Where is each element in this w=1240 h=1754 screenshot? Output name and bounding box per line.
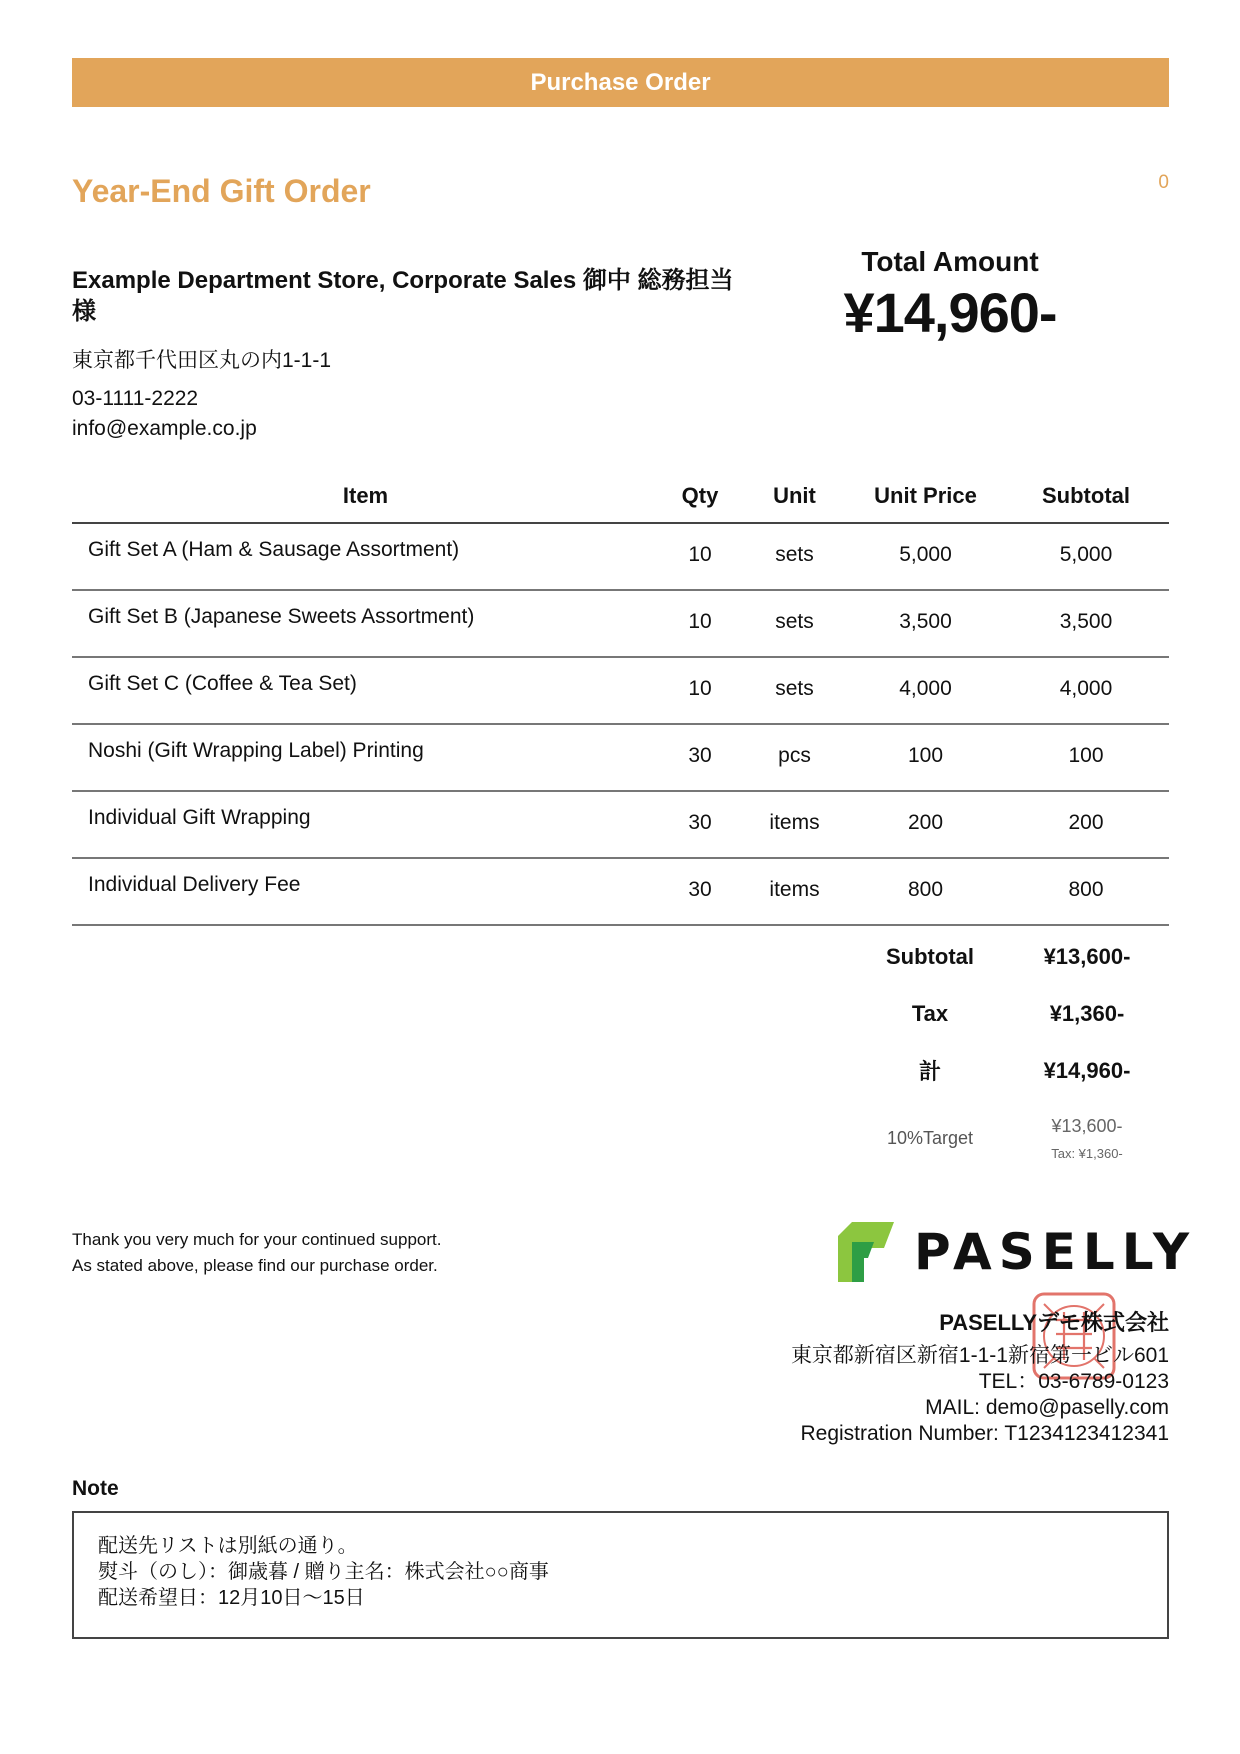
- total-amount-label: Total Amount: [861, 246, 1039, 277]
- item-qty: 30: [659, 858, 741, 925]
- item-qty: 10: [659, 523, 741, 590]
- summary-tax-label: Tax: [911, 1000, 949, 1026]
- item-unit: sets: [741, 590, 848, 657]
- note-label: Note: [72, 1477, 119, 1500]
- tax-target-label: 10%Target: [886, 1127, 974, 1148]
- tax-target-tax: Tax: ¥1,360-: [1051, 1145, 1123, 1161]
- recipient-address: 東京都千代田区丸の内1-1-1: [72, 349, 332, 372]
- item-name: Noshi (Gift Wrapping Label) Printing: [72, 724, 659, 791]
- paselly-logo-mark-icon: [838, 1222, 894, 1282]
- item-unit-price: 3,500: [848, 590, 1003, 657]
- item-qty: 30: [659, 791, 741, 858]
- total-amount-value: ¥14,960-: [843, 281, 1057, 344]
- item-unit: sets: [741, 523, 848, 590]
- note-line: 配送希望日：12月10日〜15日: [98, 1587, 365, 1609]
- closing-message: [72, 1227, 441, 1279]
- recipient-phone: 03-1111-2222: [72, 387, 199, 410]
- col-header-unit: Unit: [741, 470, 848, 523]
- item-name: Gift Set A (Ham & Sausage Assortment): [72, 523, 659, 590]
- item-unit: items: [741, 858, 848, 925]
- item-unit-price: 5,000: [848, 523, 1003, 590]
- document-type-banner: Purchase Order: [72, 58, 1169, 107]
- col-header-item: Item: [72, 470, 659, 523]
- company-logo: [838, 1222, 1196, 1282]
- item-unit-price: 4,000: [848, 657, 1003, 724]
- item-unit: sets: [741, 657, 848, 724]
- table-row: [72, 858, 1169, 925]
- table-row: [72, 657, 1169, 724]
- item-unit-price: 200: [848, 791, 1003, 858]
- item-subtotal: 100: [1003, 724, 1169, 791]
- table-row: [72, 590, 1169, 657]
- item-unit: pcs: [741, 724, 848, 791]
- issuer-mail: MAIL: demo@paselly.com: [925, 1396, 1169, 1419]
- issuer-name: PASELLYデモ株式会社: [939, 1310, 1169, 1335]
- item-qty: 30: [659, 724, 741, 791]
- note-line: 配送先リストは別紙の通り。: [98, 1535, 358, 1557]
- tax-breakdown-row: [855, 1099, 1169, 1177]
- item-subtotal: 200: [1003, 791, 1169, 858]
- item-subtotal: 800: [1003, 858, 1169, 925]
- issuer-registration: Registration Number: T1234123412341: [800, 1422, 1169, 1445]
- item-qty: 10: [659, 657, 741, 724]
- recipient-name: Example Department Store, Corporate Sales 御中 総務担当 様: [72, 267, 734, 325]
- document-title: Year-End Gift Order: [72, 173, 371, 209]
- table-row: [72, 791, 1169, 858]
- recipient-email: info@example.co.jp: [72, 417, 257, 440]
- item-name: Gift Set B (Japanese Sweets Assortment): [72, 590, 659, 657]
- document-number: 0: [1158, 172, 1169, 193]
- item-name: Individual Gift Wrapping: [72, 791, 659, 858]
- table-row: [72, 724, 1169, 791]
- note-box: [72, 1511, 1169, 1639]
- tax-target-values: [1005, 1116, 1169, 1161]
- table-header-row: [72, 470, 1169, 523]
- item-unit-price: 800: [848, 858, 1003, 925]
- col-header-qty: Qty: [659, 470, 741, 523]
- issuer-tel: TEL：03-6789-0123: [978, 1370, 1169, 1393]
- summary-subtotal-value: ¥13,600-: [1043, 943, 1131, 969]
- item-name: Gift Set C (Coffee & Tea Set): [72, 657, 659, 724]
- tax-target-base: ¥13,600-: [1051, 1115, 1123, 1136]
- items-table: [72, 470, 1169, 926]
- item-subtotal: 5,000: [1003, 523, 1169, 590]
- closing-message-line: As stated above, please find our purchase order.: [72, 1256, 438, 1275]
- recipient-block: [72, 265, 752, 441]
- closing-message-line: Thank you very much for your continued support.: [72, 1230, 442, 1249]
- summary-subtotal-label: Subtotal: [886, 943, 974, 969]
- item-qty: 10: [659, 590, 741, 657]
- col-header-unit-price: Unit Price: [848, 470, 1003, 523]
- col-header-subtotal: Subtotal: [1003, 470, 1169, 523]
- summary-total-label: 計: [918, 1059, 941, 1084]
- table-row: [72, 523, 1169, 590]
- summary-total-value: ¥14,960-: [1043, 1057, 1131, 1083]
- issuer-address: 東京都新宿区新宿1-1-1新宿第一ビル601: [790, 1344, 1169, 1367]
- item-unit-price: 100: [848, 724, 1003, 791]
- item-subtotal: 3,500: [1003, 590, 1169, 657]
- item-unit: items: [741, 791, 848, 858]
- issuer-block: [609, 1306, 1169, 1447]
- note-line: 熨斗（のし）：御歳暮 / 贈り主名：株式会社○○商事: [98, 1561, 549, 1583]
- company-logo-text: PASELLY: [914, 1223, 1197, 1281]
- item-subtotal: 4,000: [1003, 657, 1169, 724]
- total-amount-box: [800, 246, 1100, 345]
- summary-block: [855, 928, 1169, 1177]
- summary-subtotal-row: [855, 928, 1169, 985]
- summary-tax-row: [855, 985, 1169, 1042]
- summary-tax-value: ¥1,360-: [1049, 1000, 1125, 1026]
- summary-total-row: [855, 1042, 1169, 1099]
- item-name: Individual Delivery Fee: [72, 858, 659, 925]
